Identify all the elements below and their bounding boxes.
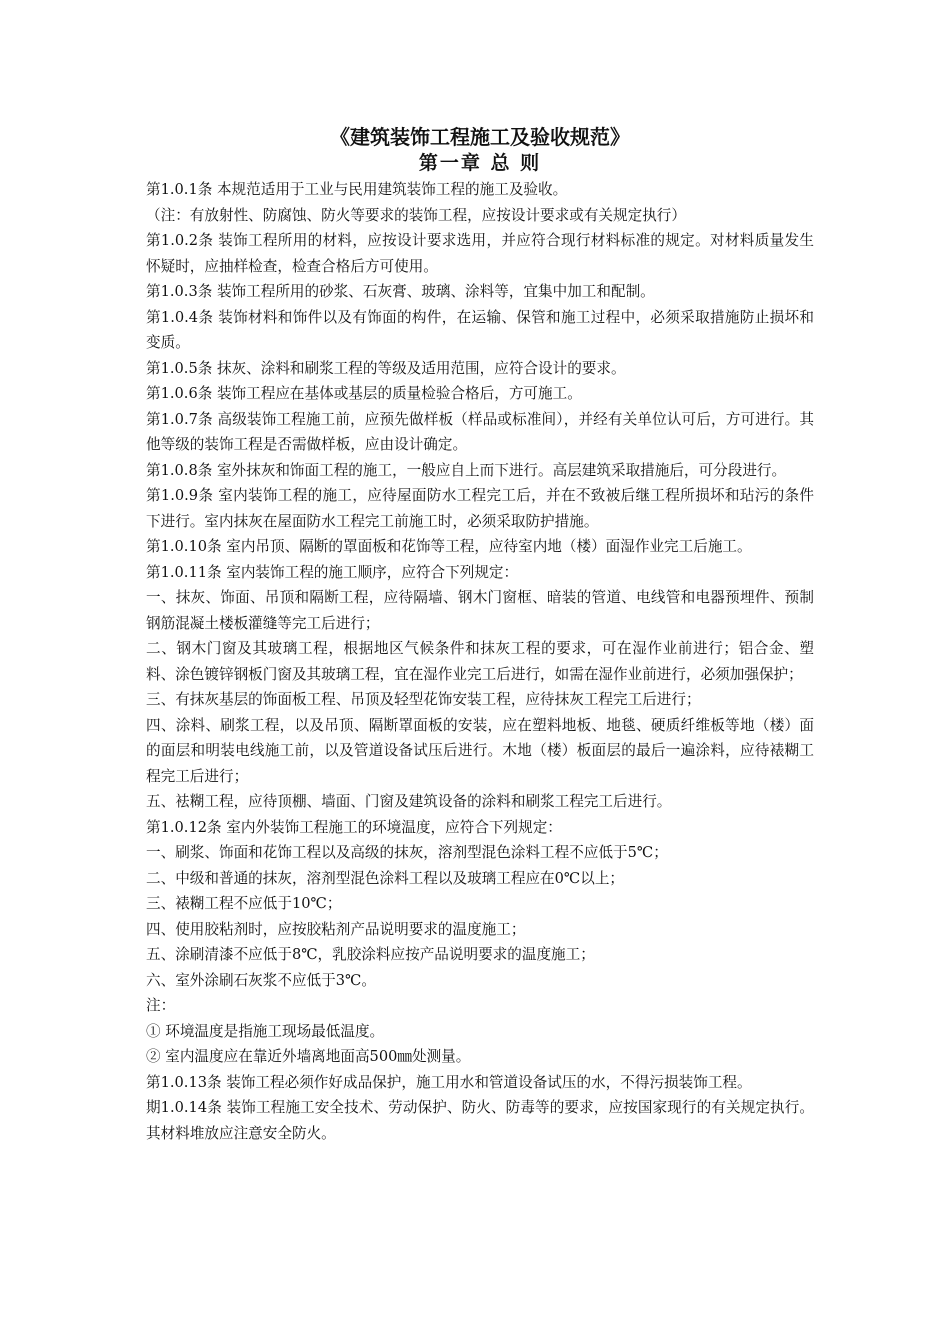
paragraph: 三、裱糊工程不应低于10℃； <box>146 895 342 912</box>
paragraph: 第1.0.6条 装饰工程应在基体或基层的质量检验合格后，方可施工。 <box>146 385 582 402</box>
chapter-title: 第一章 总 则 <box>418 152 542 174</box>
paragraph: 五、涂刷清漆不应低于8℃，乳胶涂料应按产品说明要求的温度施工； <box>146 946 595 963</box>
paragraph: 第1.0.4条 装饰材料和饰件以及有饰面的构件，在运输、保管和施工过程中，必须采取措施防止损坏和变质。 <box>146 308 814 351</box>
paragraph: 六、室外涂刷石灰浆不应低于3℃。 <box>146 971 376 989</box>
paragraph: 注： <box>146 997 176 1014</box>
paragraph: 五、袪糊工程，应待顶棚、墙面、门窗及建筑设备的涂料和刷浆工程完工后进行。 <box>146 793 672 810</box>
paragraph: 四、使用胶粘剂时，应按胶粘剂产品说明要求的温度施工； <box>146 920 526 938</box>
paragraph: 一、刷浆、饰面和花饰工程以及高级的抹灰，溶剂型混色涂料工程不应低于5℃； <box>146 844 668 861</box>
document-title: 《建筑装饰工程施工及验收规范》 <box>330 125 630 149</box>
paragraph: 第1.0.10条 室内吊顶、隔断的罩面板和花饰等工程，应待室内地（楼）面湿作业完工后施工。 <box>146 538 752 555</box>
paragraph: 第1.0.1条 本规范适用于工业与民用建筑装饰工程的施工及验收。 <box>146 181 568 198</box>
paragraph: 期1.0.14条 装饰工程施工安全技术、劳动保护、防火、防毒等的要求，应按国家现行的有关规定执行。其材料堆放应注意安全防火。 <box>146 1099 814 1142</box>
document-body <box>146 124 814 1146</box>
paragraph: ② 室内温度应在靠近外墙离地面高500㎜处测量。 <box>146 1048 471 1065</box>
paragraph: 第1.0.2条 装饰工程所用的材料，应按设计要求选用，并应符合现行材料标准的规定。对材料质量发生怀疑时，应抽样检查，检查合格后方可使用。 <box>146 232 814 275</box>
paragraph: 第1.0.11条 室内装饰工程的施工顺序，应符合下列规定： <box>146 563 519 581</box>
paragraph: 一、抹灰、饰面、吊顶和隔断工程，应待隔墙、钢木门窗框、暗装的管道、电线管和电器预埋件、预制钢筋混凝土楼板灌缝等完工后进行； <box>146 589 814 632</box>
paragraph: 第1.0.7条 高级装饰工程施工前，应预先做样板（样品或标准间），并经有关单位认可后，方可进行。其他等级的装饰工程是否需做样板，应由设计确定。 <box>146 410 814 453</box>
paragraph: 第1.0.5条 抹灰、涂料和刷浆工程的等级及适用范围，应符合设计的要求。 <box>146 359 626 377</box>
paragraph: （注：有放射性、防腐蚀、防火等要求的装饰工程，应按设计要求或有关规定执行） <box>146 206 686 224</box>
paragraph: 第1.0.9条 室内装饰工程的施工，应待屋面防水工程完工后，并在不致被后继工程所损坏和玷污的条件下进行。室内抹灰在屋面防水工程完工前施工时，必须采取防护措施。 <box>146 487 814 530</box>
paragraph: 二、中级和普通的抹灰，溶剂型混色涂料工程以及玻璃工程应在0℃以上； <box>146 869 625 887</box>
paragraph: 第1.0.3条 装饰工程所用的砂浆、石灰膏、玻璃、涂料等，宜集中加工和配制。 <box>146 283 655 300</box>
paragraph: 三、有抹灰基层的饰面板工程、吊顶及轻型花饰安装工程，应待抹灰工程完工后进行； <box>146 691 701 708</box>
paragraph: ① 环境温度是指施工现场最低温度。 <box>146 1022 385 1040</box>
paragraph: 第1.0.13条 装饰工程必须作好成品保护，施工用水和管道设备试压的水，不得污损装饰工程。 <box>146 1073 752 1091</box>
paragraph: 四、涂料、刷浆工程，以及吊顶、隔断罩面板的安装，应在塑料地板、地毯、硬质纤维板等地（楼）面的面层和明装电线施工前，以及管道设备试压后进行。木地（楼）板面层的最后一遍涂料，应待裱糊工程完工后进行； <box>146 716 814 785</box>
paragraph: 第1.0.8条 室外抹灰和饰面工程的施工，一般应自上而下进行。高层建筑采取措施后，可分段进行。 <box>146 461 787 479</box>
paragraph: 第1.0.12条 室内外装饰工程施工的环境温度，应符合下列规定： <box>146 818 562 836</box>
paragraph: 二、钢木门窗及其玻璃工程，根据地区气候条件和抹灰工程的要求，可在湿作业前进行；铝合金、塑料、涂色镀锌钢板门窗及其玻璃工程，宜在湿作业完工后进行，如需在湿作业前进行，必须加强保护； <box>146 640 814 683</box>
